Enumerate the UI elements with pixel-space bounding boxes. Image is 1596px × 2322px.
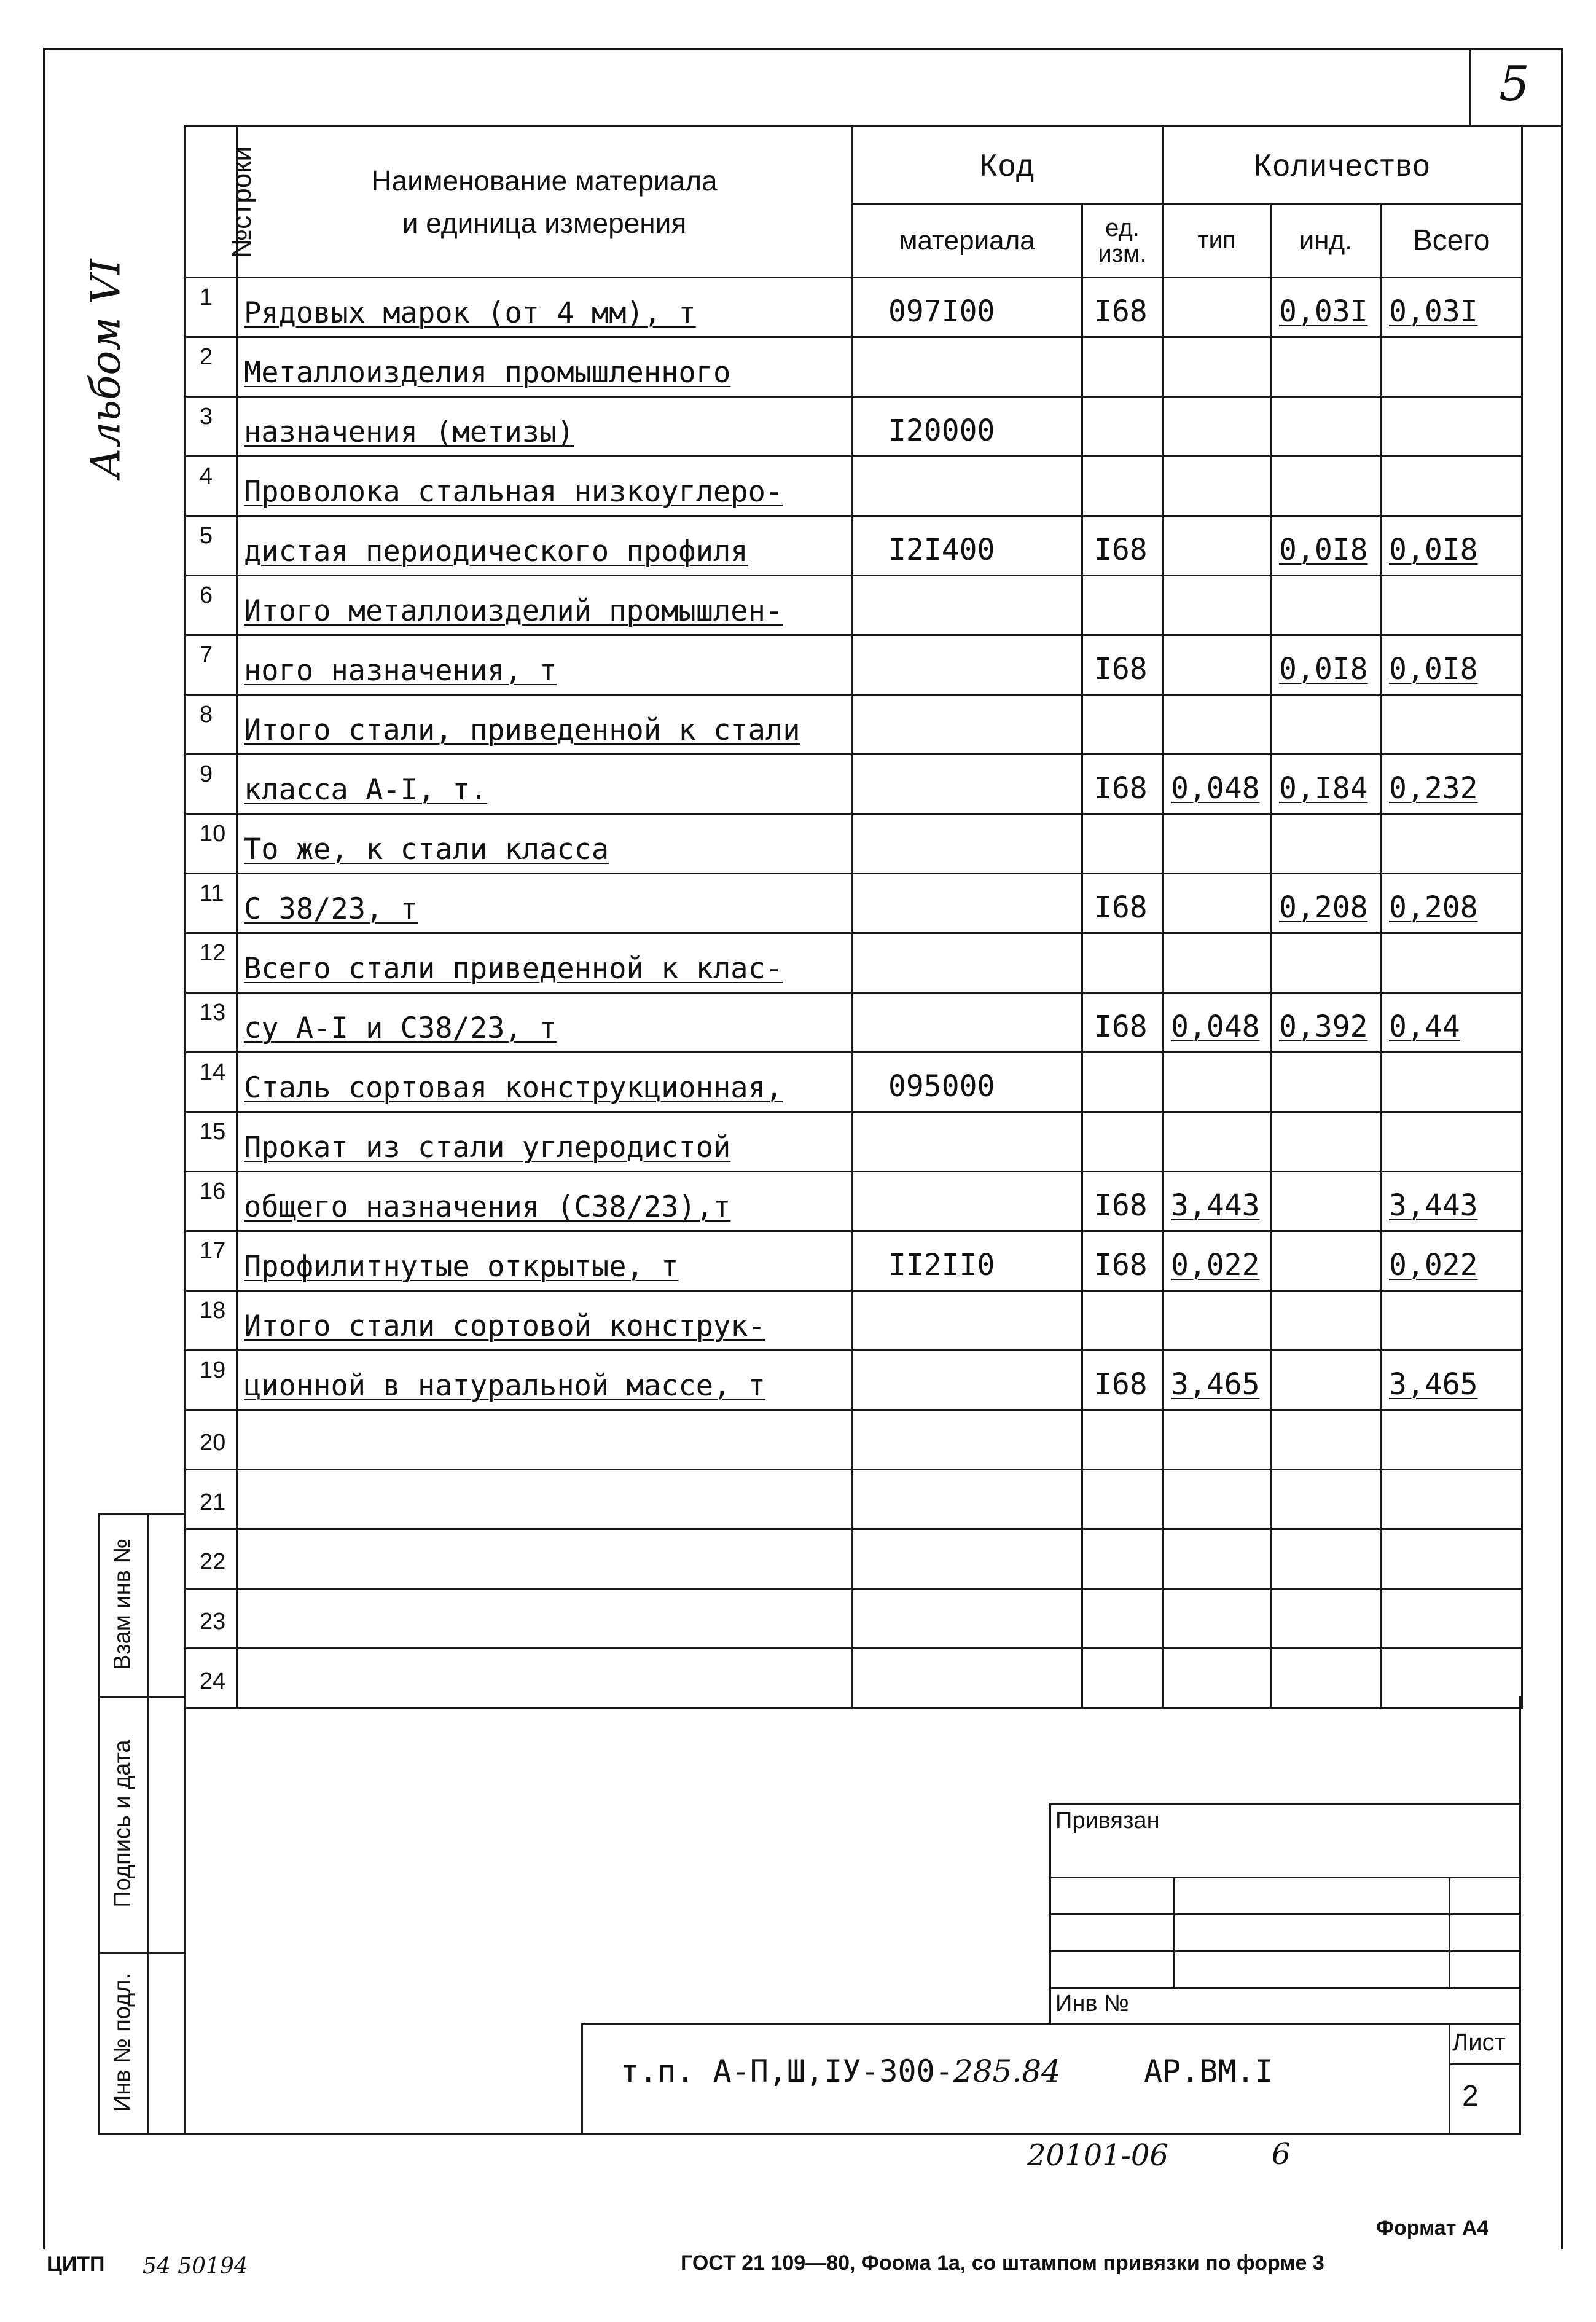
privyazan-line <box>1173 1877 1175 1987</box>
material-name-cell: ционной в натуральной массе, т <box>237 1351 852 1410</box>
unit-code-cell <box>1082 576 1163 635</box>
material-code-cell <box>852 1410 1082 1470</box>
side-stamp-line <box>98 1513 184 1515</box>
qty-type-cell: 3,443 <box>1163 1172 1271 1231</box>
qty-type-cell <box>1163 278 1271 337</box>
qty-total-cell: 3,443 <box>1381 1172 1522 1231</box>
material-code-cell <box>852 635 1082 695</box>
qty-total-cell: 0,0I8 <box>1381 635 1522 695</box>
row-number-cell: 3 <box>186 397 237 457</box>
material-name-cell: Итого стали сортовой конструк- <box>237 1291 852 1351</box>
material-name-cell: С 38/23, т <box>237 874 852 933</box>
table-row <box>186 1291 1522 1351</box>
handwritten-page: 6 <box>1272 2137 1291 2171</box>
vzam-inv-label: Взам инв № <box>109 1538 136 1671</box>
unit-code-cell <box>1082 695 1163 755</box>
material-code-cell <box>852 933 1082 993</box>
material-name-cell: Сталь сортовая конструкционная, <box>237 1053 852 1112</box>
qty-ind-cell <box>1271 1291 1381 1351</box>
qty-type-cell <box>1163 695 1271 755</box>
material-name-cell: су А-I и С38/23, т <box>237 993 852 1053</box>
qty-total-cell <box>1381 576 1522 635</box>
table-row <box>186 337 1522 397</box>
qty-type-cell <box>1163 1410 1271 1470</box>
material-name-cell <box>237 1470 852 1529</box>
qty-type-cell <box>1163 1529 1271 1589</box>
row-number-cell: 5 <box>186 516 237 576</box>
material-name-cell: Итого металлоизделий промышлен- <box>237 576 852 635</box>
row-number-cell: 18 <box>186 1291 237 1351</box>
material-code-cell <box>852 1470 1082 1529</box>
header-qty-type: тип <box>1163 204 1271 278</box>
qty-total-cell: 0,232 <box>1381 755 1522 814</box>
row-number-cell: 9 <box>186 755 237 814</box>
qty-type-cell: 0,048 <box>1163 993 1271 1053</box>
material-code-cell <box>852 993 1082 1053</box>
material-code-cell: 097I00 <box>852 278 1082 337</box>
unit-code-cell: I68 <box>1082 1231 1163 1291</box>
unit-code-cell <box>1082 337 1163 397</box>
table-row <box>186 278 1522 337</box>
table-row <box>186 635 1522 695</box>
qty-total-cell: 0,03I <box>1381 278 1522 337</box>
qty-type-cell <box>1163 1053 1271 1112</box>
qty-ind-cell <box>1271 1172 1381 1231</box>
unit-code-cell <box>1082 1470 1163 1529</box>
material-name-cell <box>237 1410 852 1470</box>
qty-ind-cell: 0,03I <box>1271 278 1381 337</box>
table-row <box>186 695 1522 755</box>
unit-code-cell <box>1082 1589 1163 1649</box>
material-code-cell <box>852 457 1082 516</box>
unit-code-cell: I68 <box>1082 755 1163 814</box>
row-number-cell: 10 <box>186 814 237 874</box>
qty-ind-cell <box>1271 814 1381 874</box>
qty-total-cell <box>1381 337 1522 397</box>
org-label: ЦИТП <box>47 2253 105 2276</box>
table-row <box>186 397 1522 457</box>
table-row <box>186 576 1522 635</box>
privyazan-line <box>1049 1803 1521 1805</box>
qty-ind-cell <box>1271 1351 1381 1410</box>
side-stamp-line <box>98 1513 100 2135</box>
qty-total-cell <box>1381 1112 1522 1172</box>
qty-total-cell: 3,465 <box>1381 1351 1522 1410</box>
table-row <box>186 1529 1522 1589</box>
material-code-cell: I20000 <box>852 397 1082 457</box>
row-number-cell: 17 <box>186 1231 237 1291</box>
header-qty-ind: инд. <box>1271 204 1381 278</box>
row-number-cell: 12 <box>186 933 237 993</box>
handwritten-doc-number: 20101-06 <box>1027 2138 1168 2173</box>
qty-type-cell <box>1163 874 1271 933</box>
material-name-cell: Итого стали, приведенной к стали <box>237 695 852 755</box>
unit-code-cell: I68 <box>1082 1172 1163 1231</box>
qty-type-cell <box>1163 397 1271 457</box>
privyazan-line <box>1049 1987 1521 1989</box>
table-row <box>186 993 1522 1053</box>
material-code-cell <box>852 1172 1082 1231</box>
material-name-cell: ного назначения, т <box>237 635 852 695</box>
qty-type-cell <box>1163 576 1271 635</box>
qty-type-cell: 3,465 <box>1163 1351 1271 1410</box>
qty-type-cell <box>1163 516 1271 576</box>
qty-ind-cell <box>1271 1529 1381 1589</box>
unit-code-cell <box>1082 1053 1163 1112</box>
unit-code-cell <box>1082 933 1163 993</box>
material-code-cell <box>852 1529 1082 1589</box>
table-row <box>186 1112 1522 1172</box>
material-code-cell <box>852 874 1082 933</box>
material-code-cell <box>852 1112 1082 1172</box>
unit-code-cell <box>1082 397 1163 457</box>
table-row <box>186 1351 1522 1410</box>
material-name-cell: класса А-I, т. <box>237 755 852 814</box>
material-code-cell: I2I400 <box>852 516 1082 576</box>
row-number-cell: 23 <box>186 1589 237 1649</box>
unit-code-cell <box>1082 1112 1163 1172</box>
qty-ind-cell: 0,0I8 <box>1271 635 1381 695</box>
row-number-cell: 19 <box>186 1351 237 1410</box>
unit-code-cell <box>1082 1649 1163 1708</box>
table-row <box>186 516 1522 576</box>
qty-total-cell <box>1381 933 1522 993</box>
material-name-cell: назначения (метизы) <box>237 397 852 457</box>
material-name-cell: дистая периодического профиля <box>237 516 852 576</box>
qty-total-cell <box>1381 695 1522 755</box>
unit-code-cell: I68 <box>1082 993 1163 1053</box>
privyazan-line <box>1449 1877 1450 1987</box>
table-row <box>186 814 1522 874</box>
inv-no-label: Инв № <box>1055 1991 1129 2017</box>
qty-type-cell <box>1163 814 1271 874</box>
material-code-cell <box>852 755 1082 814</box>
qty-ind-cell <box>1271 397 1381 457</box>
qty-type-cell <box>1163 1589 1271 1649</box>
qty-ind-cell: 0,208 <box>1271 874 1381 933</box>
unit-code-cell: I68 <box>1082 874 1163 933</box>
side-stamp-line <box>184 1695 186 2135</box>
side-stamp-line <box>98 1696 184 1698</box>
material-name-cell: Всего стали приведенной к клас- <box>237 933 852 993</box>
qty-type-cell <box>1163 1470 1271 1529</box>
qty-total-cell <box>1381 1470 1522 1529</box>
unit-code-cell: I68 <box>1082 278 1163 337</box>
material-name-cell: Профилитнутые открытые, т <box>237 1231 852 1291</box>
material-name-cell <box>237 1649 852 1708</box>
designation: т.п. А-П,Ш,IУ-300-285.84 <box>620 2053 1061 2089</box>
table-row <box>186 457 1522 516</box>
row-number-cell: 11 <box>186 874 237 933</box>
material-name-cell <box>237 1589 852 1649</box>
unit-code-cell: I68 <box>1082 635 1163 695</box>
qty-total-cell <box>1381 1410 1522 1470</box>
qty-ind-cell <box>1271 1589 1381 1649</box>
material-name-cell: Металлоизделия промышленного <box>237 337 852 397</box>
material-code-cell <box>852 1649 1082 1708</box>
header-row-no: №строки <box>186 127 237 278</box>
material-code-cell <box>852 1351 1082 1410</box>
row-number-cell: 6 <box>186 576 237 635</box>
material-code-cell <box>852 695 1082 755</box>
table-body <box>186 278 1522 1708</box>
row-number-cell: 16 <box>186 1172 237 1231</box>
row-number-cell: 22 <box>186 1529 237 1589</box>
material-code-cell: 095000 <box>852 1053 1082 1112</box>
row-number-cell: 4 <box>186 457 237 516</box>
privyazan-label: Привязан <box>1055 1808 1160 1834</box>
qty-ind-cell <box>1271 695 1381 755</box>
side-stamp-line <box>147 1513 149 2135</box>
table-row <box>186 1410 1522 1470</box>
side-stamp-line <box>98 2133 184 2135</box>
qty-type-cell: 0,022 <box>1163 1231 1271 1291</box>
header-quantity: Количество <box>1163 127 1522 204</box>
qty-total-cell <box>1381 1291 1522 1351</box>
document-mark: АР.ВМ.I <box>1144 2053 1273 2089</box>
qty-total-cell <box>1381 397 1522 457</box>
qty-ind-cell <box>1271 1053 1381 1112</box>
stamp-bottom-line <box>184 2133 1521 2135</box>
table-row <box>186 1589 1522 1649</box>
qty-total-cell <box>1381 1589 1522 1649</box>
table-row <box>186 1231 1522 1291</box>
qty-type-cell <box>1163 933 1271 993</box>
material-code-cell <box>852 1291 1082 1351</box>
designation-line <box>1449 2063 1521 2065</box>
album-label: Альбом VI <box>82 259 130 479</box>
side-stamp-line <box>98 1952 184 1954</box>
qty-type-cell <box>1163 635 1271 695</box>
material-name-cell: Прокат из стали углеродистой <box>237 1112 852 1172</box>
qty-ind-cell <box>1271 1112 1381 1172</box>
table-row <box>186 1470 1522 1529</box>
unit-code-cell <box>1082 1291 1163 1351</box>
list-value: 2 <box>1462 2080 1479 2112</box>
qty-total-cell <box>1381 1053 1522 1112</box>
row-number-cell: 15 <box>186 1112 237 1172</box>
row-number-cell: 14 <box>186 1053 237 1112</box>
table-row <box>186 1172 1522 1231</box>
material-code-cell <box>852 337 1082 397</box>
header-qty-total: Всего <box>1381 204 1522 278</box>
row-number-cell: 2 <box>186 337 237 397</box>
row-number-cell: 13 <box>186 993 237 1053</box>
qty-total-cell: 0,022 <box>1381 1231 1522 1291</box>
qty-total-cell <box>1381 814 1522 874</box>
row-number-cell: 8 <box>186 695 237 755</box>
designation-line <box>581 2023 1521 2025</box>
designation-line <box>581 2023 583 2134</box>
qty-ind-cell <box>1271 1470 1381 1529</box>
qty-ind-cell <box>1271 576 1381 635</box>
table-row <box>186 933 1522 993</box>
qty-ind-cell <box>1271 457 1381 516</box>
material-name-cell: Рядовых марок (от 4 мм), т <box>237 278 852 337</box>
table-row <box>186 1053 1522 1112</box>
material-table <box>184 125 1523 1709</box>
qty-type-cell <box>1163 457 1271 516</box>
stamp-right-line <box>1519 1696 1521 2135</box>
designation-line <box>1449 2023 1450 2134</box>
qty-type-cell <box>1163 337 1271 397</box>
material-code-cell <box>852 576 1082 635</box>
qty-total-cell: 0,208 <box>1381 874 1522 933</box>
unit-code-cell <box>1082 814 1163 874</box>
sheet-number: 5 <box>1499 57 1530 112</box>
qty-type-cell: 0,048 <box>1163 755 1271 814</box>
qty-type-cell <box>1163 1649 1271 1708</box>
order-number: 54 50194 <box>143 2254 248 2279</box>
qty-ind-cell <box>1271 1410 1381 1470</box>
qty-ind-cell: 0,0I8 <box>1271 516 1381 576</box>
material-name-cell <box>237 1529 852 1589</box>
material-code-cell: II2II0 <box>852 1231 1082 1291</box>
qty-total-cell: 0,0I8 <box>1381 516 1522 576</box>
list-label: Лист <box>1452 2029 1506 2056</box>
qty-ind-cell <box>1271 337 1381 397</box>
material-code-cell <box>852 1589 1082 1649</box>
unit-code-cell <box>1082 457 1163 516</box>
material-name-cell: То же, к стали класса <box>237 814 852 874</box>
qty-ind-cell <box>1271 933 1381 993</box>
unit-code-cell <box>1082 1410 1163 1470</box>
unit-code-cell: I68 <box>1082 1351 1163 1410</box>
qty-ind-cell: 0,I84 <box>1271 755 1381 814</box>
qty-total-cell <box>1381 1529 1522 1589</box>
material-name-cell: Проволока стальная низкоуглеро- <box>237 457 852 516</box>
table-row <box>186 874 1522 933</box>
header-code-material: материала <box>852 204 1082 278</box>
table-row <box>186 755 1522 814</box>
podpis-data-label: Подпись и дата <box>109 1740 136 1908</box>
qty-ind-cell <box>1271 1231 1381 1291</box>
header-code: Код <box>852 127 1163 204</box>
row-number-cell: 21 <box>186 1470 237 1529</box>
qty-ind-cell: 0,392 <box>1271 993 1381 1053</box>
qty-type-cell <box>1163 1112 1271 1172</box>
row-number-cell: 7 <box>186 635 237 695</box>
header-name: Наименование материала и единица измерения <box>237 127 852 278</box>
qty-total-cell <box>1381 457 1522 516</box>
table-row <box>186 1649 1522 1708</box>
inv-podl-label: Инв № подл. <box>109 1972 136 2112</box>
gost-label: ГОСТ 21 109—80, Фоома 1а, со штампом привязки по форме 3 <box>681 2251 1324 2275</box>
qty-total-cell <box>1381 1649 1522 1708</box>
format-label: Формат А4 <box>1376 2216 1489 2240</box>
row-number-cell: 24 <box>186 1649 237 1708</box>
qty-ind-cell <box>1271 1649 1381 1708</box>
unit-code-cell <box>1082 1529 1163 1589</box>
row-number-cell: 1 <box>186 278 237 337</box>
qty-type-cell <box>1163 1291 1271 1351</box>
material-code-cell <box>852 814 1082 874</box>
qty-total-cell: 0,44 <box>1381 993 1522 1053</box>
header-code-unit: ед. изм. <box>1082 204 1163 278</box>
unit-code-cell: I68 <box>1082 516 1163 576</box>
row-number-cell: 20 <box>186 1410 237 1470</box>
material-name-cell: общего назначения (С38/23),т <box>237 1172 852 1231</box>
